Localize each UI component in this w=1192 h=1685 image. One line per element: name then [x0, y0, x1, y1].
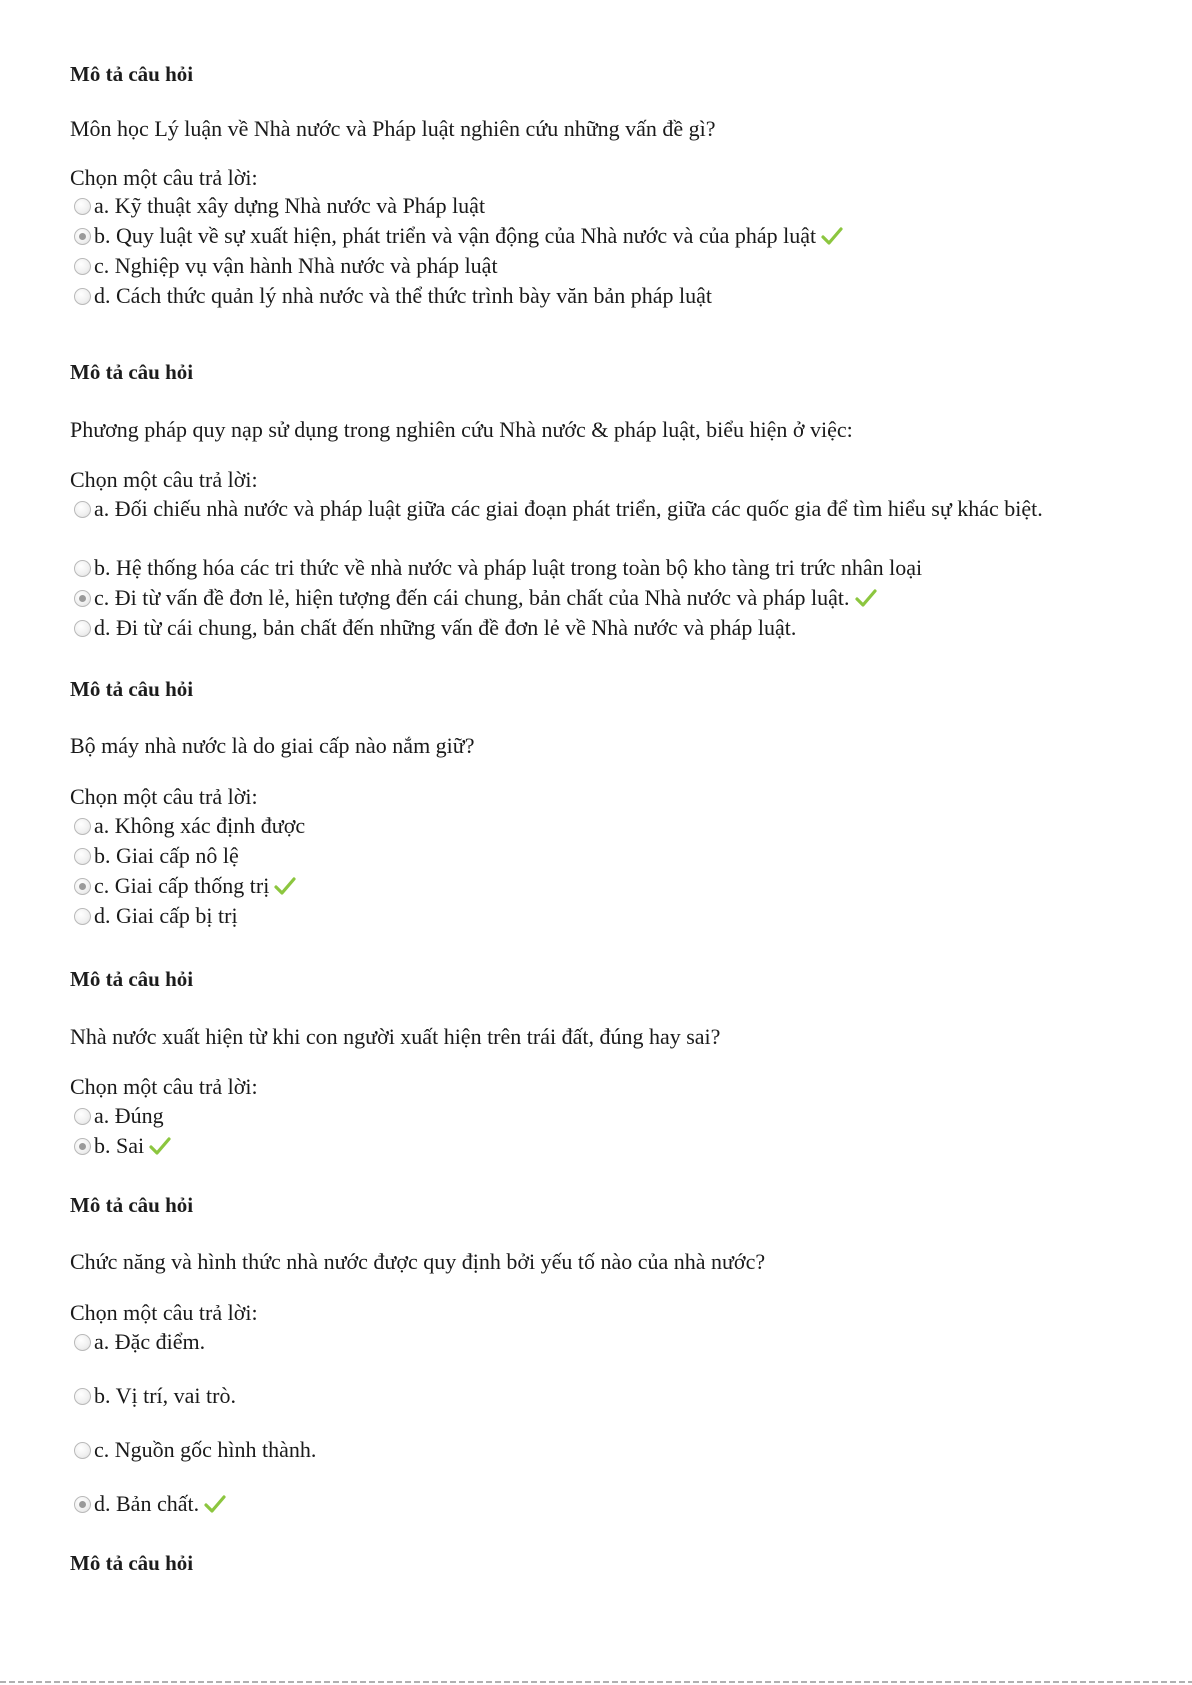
checkmark-icon: [149, 1136, 171, 1156]
question-5-heading: Mô tả câu hỏi: [70, 1193, 194, 1217]
option-label: c. Nghiệp vụ vận hành Nhà nước và pháp luật: [94, 253, 498, 278]
option-label: a. Đối chiếu nhà nước và pháp luật giữa các giai đoạn phát triển, giữa các quốc gia để tìm hiểu sự khác biệt.: [94, 496, 1043, 521]
question-6-heading: Mô tả câu hỏi: [70, 1551, 194, 1575]
radio-icon[interactable]: [74, 590, 91, 607]
question-5-option-d[interactable]: [74, 1489, 1104, 1518]
option-label: c. Giai cấp thống trị: [94, 873, 270, 898]
radio-icon[interactable]: [74, 1388, 91, 1405]
option-label: b. Giai cấp nô lệ: [94, 843, 239, 868]
option-label: b. Quy luật về sự xuất hiện, phát triển và vận động của Nhà nước và của pháp luật: [94, 223, 817, 248]
option-label: b. Hệ thống hóa các tri thức về nhà nước và pháp luật trong toàn bộ kho tàng tri trức nhân loại: [94, 555, 923, 580]
question-2-option-d[interactable]: [74, 613, 1104, 642]
question-2-heading: Mô tả câu hỏi: [70, 360, 194, 384]
checkmark-icon: [274, 876, 296, 896]
radio-icon[interactable]: [74, 818, 91, 835]
radio-icon[interactable]: [74, 848, 91, 865]
radio-icon[interactable]: [74, 908, 91, 925]
option-label: d. Cách thức quản lý nhà nước và thể thức trình bày văn bản pháp luật: [94, 283, 713, 308]
radio-icon[interactable]: [74, 560, 91, 577]
question-3-option-c[interactable]: [74, 871, 1104, 900]
question-4-heading: Mô tả câu hỏi: [70, 967, 194, 991]
option-label: d. Đi từ cái chung, bản chất đến những vấn đề đơn lẻ về Nhà nước và pháp luật.: [94, 615, 797, 640]
option-label: a. Đúng: [94, 1103, 164, 1128]
option-label: c. Đi từ vấn đề đơn lẻ, hiện tượng đến cái chung, bản chất của Nhà nước và pháp luật.: [94, 585, 850, 610]
question-1-heading: Mô tả câu hỏi: [70, 62, 194, 86]
question-1-option-d[interactable]: [74, 281, 1104, 310]
question-2-option-c[interactable]: [74, 583, 1104, 612]
question-1-text: Môn học Lý luận về Nhà nước và Pháp luật nghiên cứu những vấn đề gì?: [70, 116, 716, 141]
question-3-heading: Mô tả câu hỏi: [70, 677, 194, 701]
question-1-option-c[interactable]: [74, 251, 1104, 280]
option-label: b. Vị trí, vai trò.: [94, 1383, 236, 1408]
option-label: a. Đặc điểm.: [94, 1329, 206, 1354]
page-bottom-border: [0, 1681, 1192, 1683]
question-2-option-b[interactable]: [74, 553, 1104, 582]
option-label: d. Bản chất.: [94, 1491, 200, 1516]
option-label: b. Sai: [94, 1133, 145, 1158]
question-1-prompt: Chọn một câu trả lời:: [70, 165, 258, 190]
question-3-option-d[interactable]: [74, 901, 1104, 930]
checkmark-icon: [204, 1494, 226, 1514]
question-2-text: Phương pháp quy nạp sử dụng trong nghiên cứu Nhà nước & pháp luật, biểu hiện ở việc:: [70, 417, 853, 442]
checkmark-icon: [855, 588, 877, 608]
radio-icon[interactable]: [74, 288, 91, 305]
question-3-option-b[interactable]: [74, 841, 1104, 870]
radio-icon[interactable]: [74, 228, 91, 245]
question-5-option-a[interactable]: [74, 1327, 1104, 1356]
question-4-text: Nhà nước xuất hiện từ khi con người xuất hiện trên trái đất, đúng hay sai?: [70, 1024, 721, 1049]
option-label: a. Không xác định được: [94, 813, 306, 838]
radio-icon[interactable]: [74, 878, 91, 895]
checkmark-icon: [821, 226, 843, 246]
question-1-option-a[interactable]: [74, 191, 1104, 220]
option-label: d. Giai cấp bị trị: [94, 903, 238, 928]
question-1-option-b[interactable]: [74, 221, 1104, 250]
radio-icon[interactable]: [74, 198, 91, 215]
question-5-option-b[interactable]: [74, 1381, 1104, 1410]
option-label: c. Nguồn gốc hình thành.: [94, 1437, 317, 1462]
question-3-option-a[interactable]: [74, 811, 1104, 840]
question-5-text: Chức năng và hình thức nhà nước được quy định bởi yếu tố nào của nhà nước?: [70, 1249, 766, 1274]
question-2-prompt: Chọn một câu trả lời:: [70, 467, 258, 492]
question-2-option-a[interactable]: [74, 494, 1114, 523]
radio-icon[interactable]: [74, 1442, 91, 1459]
radio-icon[interactable]: [74, 258, 91, 275]
option-label: a. Kỹ thuật xây dựng Nhà nước và Pháp luật: [94, 193, 486, 218]
radio-icon[interactable]: [74, 620, 91, 637]
question-5-option-c[interactable]: [74, 1435, 1104, 1464]
question-3-prompt: Chọn một câu trả lời:: [70, 784, 258, 809]
radio-icon[interactable]: [74, 501, 91, 518]
question-4-option-a[interactable]: [74, 1101, 1104, 1130]
radio-icon[interactable]: [74, 1496, 91, 1513]
question-4-prompt: Chọn một câu trả lời:: [70, 1074, 258, 1099]
radio-icon[interactable]: [74, 1108, 91, 1125]
question-3-text: Bộ máy nhà nước là do giai cấp nào nắm giữ?: [70, 733, 475, 758]
question-5-prompt: Chọn một câu trả lời:: [70, 1300, 258, 1325]
radio-icon[interactable]: [74, 1334, 91, 1351]
radio-icon[interactable]: [74, 1138, 91, 1155]
question-4-option-b[interactable]: [74, 1131, 1104, 1160]
